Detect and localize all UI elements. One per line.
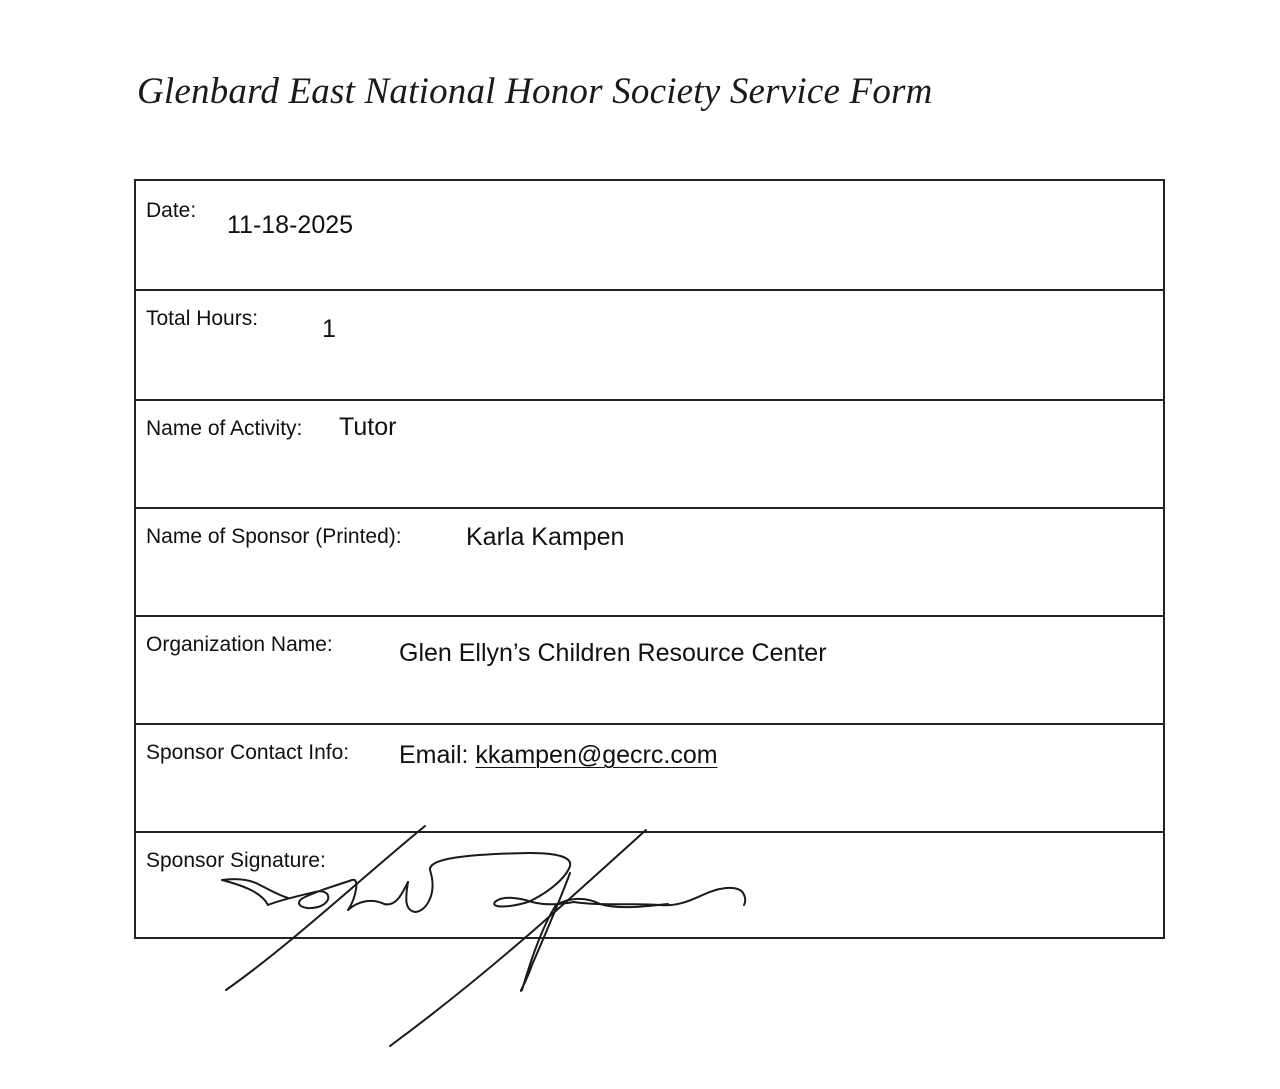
contact-row xyxy=(136,723,1163,831)
date-value: 11-18-2025 xyxy=(227,211,354,239)
service-form-table xyxy=(134,179,1165,939)
sponsor-name-row xyxy=(136,507,1163,615)
organization-value: Glen Ellyn’s Children Resource Center xyxy=(399,639,827,667)
total-hours-row xyxy=(136,289,1163,399)
date-row xyxy=(136,181,1163,289)
sponsor-email-link[interactable]: kkampen@gecrc.com xyxy=(475,741,718,769)
contact-value xyxy=(399,741,718,770)
form-title: Glenbard East National Honor Society Service Form xyxy=(137,71,933,112)
sponsor-name-label: Name of Sponsor (Printed): xyxy=(146,525,402,548)
activity-row xyxy=(136,399,1163,507)
organization-row xyxy=(136,615,1163,723)
total-hours-value: 1 xyxy=(322,315,336,343)
sponsor-name-value: Karla Kampen xyxy=(466,523,625,551)
organization-label: Organization Name: xyxy=(146,633,333,656)
signature-label: Sponsor Signature: xyxy=(146,849,326,872)
date-label: Date: xyxy=(146,199,197,222)
total-hours-label: Total Hours: xyxy=(146,307,259,330)
activity-label: Name of Activity: xyxy=(146,417,303,440)
activity-value: Tutor xyxy=(339,413,397,441)
email-prefix: Email: xyxy=(399,741,469,769)
signature-row xyxy=(136,831,1163,937)
contact-label: Sponsor Contact Info: xyxy=(146,741,350,764)
